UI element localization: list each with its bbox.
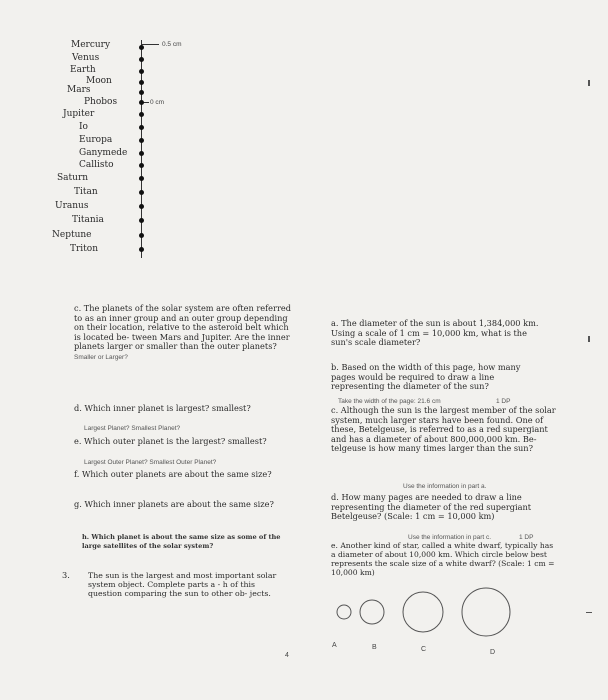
planet-label-io: Io xyxy=(79,122,88,132)
margin-mark xyxy=(586,612,592,613)
scale-dot xyxy=(139,247,144,252)
question-3-text: The sun is the largest and most important solar system object. Complete parts a - h of this question comparing the sun to other ob- jects. xyxy=(88,571,277,599)
scale-dot xyxy=(139,163,144,168)
question-3b-text: b. Based on the width of this page, how many pages would be required to draw a line representing the diameter of the sun? xyxy=(331,362,521,392)
circle-b[interactable] xyxy=(360,600,384,624)
question-3b-note: Take the width of the page: 21.6 cm xyxy=(338,398,441,405)
white-dwarf-circles xyxy=(320,582,560,662)
circle-d-label: D xyxy=(490,649,496,656)
planet-label-venus: Venus xyxy=(72,53,100,63)
question-3c-text: c. Although the sun is the largest member of the solar system, much larger stars have been found. One of these, Betelgeuse, is referred to as a red supergiant and has a diameter of about 800,000,000 km. Be- telgeuse is how many times larger than the sun? xyxy=(331,405,556,454)
question-g-text: g. Which inner planets are about the same size? xyxy=(74,499,274,509)
margin-mark xyxy=(588,80,590,86)
question-3c-note: Use the information in part a. xyxy=(403,483,487,490)
planet-label-moon: Moon xyxy=(86,76,112,86)
planet-label-neptune: Neptune xyxy=(52,230,92,240)
planet-label-uranus: Uranus xyxy=(55,201,89,211)
question-e-note: Largest Outer Planet? Smallest Outer Planet? xyxy=(84,459,217,466)
scale-dot xyxy=(139,233,144,238)
circle-b-label: B xyxy=(372,644,377,651)
planet-label-phobos: Phobos xyxy=(84,97,118,107)
planet-label-saturn: Saturn xyxy=(57,173,89,183)
scale-dot xyxy=(139,112,144,117)
question-3d-note: Use the information in part c. xyxy=(408,534,492,541)
scale-dot xyxy=(139,80,144,85)
planet-label-jupiter: Jupiter xyxy=(63,109,95,119)
planet-label-mercury: Mercury xyxy=(71,40,111,50)
scale-dot xyxy=(139,57,144,62)
question-3-number: 3. xyxy=(62,570,70,580)
question-d-text: d. Which inner planet is largest? smallest? xyxy=(74,403,251,413)
scale-dot xyxy=(139,125,144,130)
scale-dot xyxy=(139,176,144,181)
question-h-text: h. Which planet is about the same size as some of the large satellites of the solar system? xyxy=(82,533,281,550)
scale-mid-label: 0 cm xyxy=(150,99,165,106)
scale-dot xyxy=(139,90,144,95)
scale-marker-top xyxy=(141,44,159,45)
circle-c-label: C xyxy=(421,646,427,653)
planet-label-ganymede: Ganymede xyxy=(79,148,128,158)
scale-top-label: 0.5 cm xyxy=(162,41,182,48)
scale-dot xyxy=(139,204,144,209)
planet-label-triton: Triton xyxy=(70,244,99,254)
question-3b-dp: 1 DP xyxy=(496,398,511,405)
question-3d-dp: 1 DP xyxy=(519,534,534,541)
planet-label-earth: Earth xyxy=(70,65,96,75)
circle-a-label: A xyxy=(332,642,337,649)
planet-label-mars: Mars xyxy=(67,85,91,95)
scale-dot xyxy=(139,69,144,74)
planet-label-europa: Europa xyxy=(79,135,113,145)
scale-dot xyxy=(139,138,144,143)
scale-dot xyxy=(139,190,144,195)
planet-label-titania: Titania xyxy=(72,215,104,225)
question-e-text: e. Which outer planet is the largest? smallest? xyxy=(74,436,267,446)
margin-mark xyxy=(588,336,590,342)
page-number: 4 xyxy=(285,652,289,659)
scale-dot xyxy=(139,100,144,105)
circle-a[interactable] xyxy=(337,605,351,619)
question-3d-text: d. How many pages are needed to draw a line representing the diameter of the red supergiant Betelgeuse? (Scale: 1 cm = 10,000 km) xyxy=(331,492,532,522)
question-f-text: f. Which outer planets are about the same size? xyxy=(74,469,272,479)
circle-c[interactable] xyxy=(403,592,443,632)
question-3a-text: a. The diameter of the sun is about 1,384,000 km. Using a scale of 1 cm = 10,000 km, what is the sun's scale diameter? xyxy=(331,318,539,348)
question-c-note: Smaller or Larger? xyxy=(74,353,128,361)
scale-dot xyxy=(139,218,144,223)
circle-d[interactable] xyxy=(462,588,510,636)
scale-dot xyxy=(139,45,144,50)
question-3e-text: e. Another kind of star, called a white dwarf, typically has a diameter of about 10,000 km. Which circle below best represents the scale size of a white dwarf? (Scale: 1 cm = 10,000 km) xyxy=(331,541,555,577)
question-d-note: Largest Planet? Smallest Planet? xyxy=(84,425,181,432)
planet-label-callisto: Callisto xyxy=(79,160,114,170)
question-c-text: c. The planets of the solar system are often referred to as an inner group and an outer group depending on their location, relative to the asteroid belt which is located be- tween Mars and Jupiter. Are the inner planets larger or smaller than the outer planets? Smaller or Larger? xyxy=(74,303,291,361)
planet-label-titan: Titan xyxy=(74,187,98,197)
scale-dot xyxy=(139,151,144,156)
